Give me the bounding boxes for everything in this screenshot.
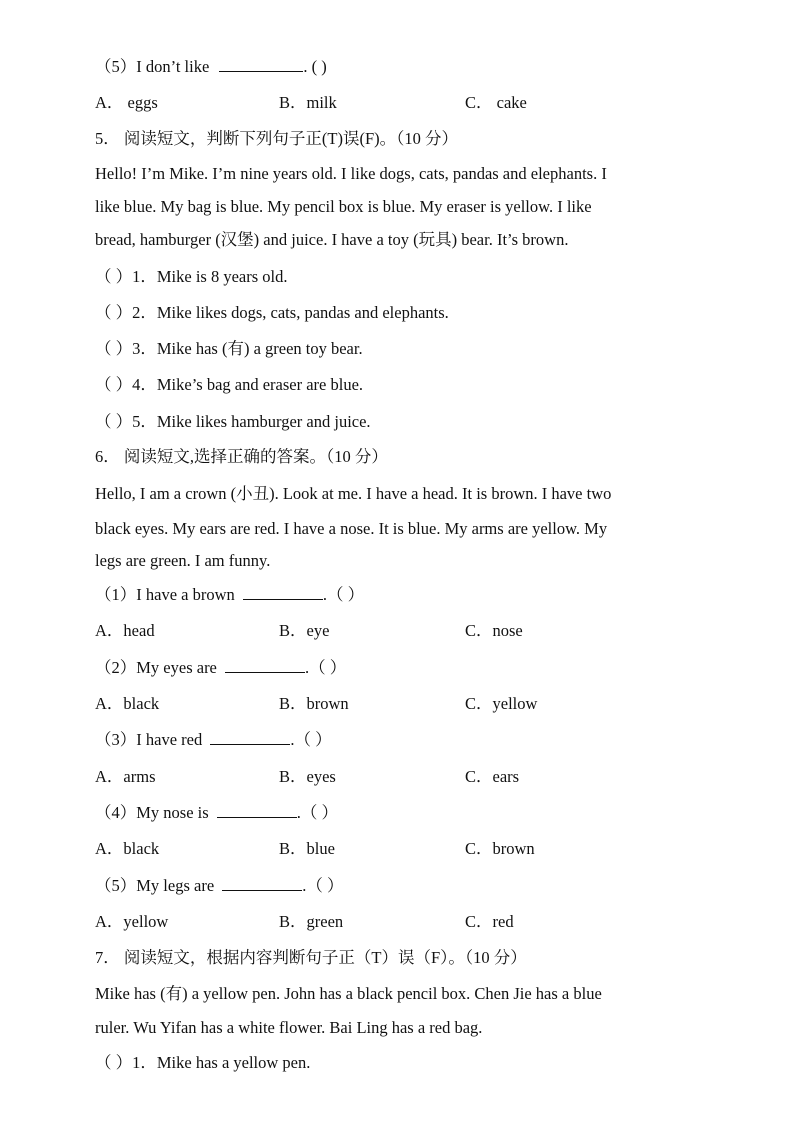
s5-item-1: （ ）1．Mike is 8 years old. [95,267,288,286]
s4-q5-option-c: C． cake [465,93,527,112]
s4-q5-option-b: B．milk [279,93,337,112]
answer-blank [219,57,303,72]
s5-item-3: （ ）3．Mike has (有) a green toy bear. [95,339,363,358]
s6-q2-option-b: B．brown [279,694,349,713]
s6-passage-line-3: legs are green. I am funny. [95,551,271,570]
s5-item-4: （ ）4．Mike’s bag and eraser are blue. [95,375,364,394]
s6-q1-option-a: A．head [95,621,155,640]
s7-passage-line-1: Mike has (有) a yellow pen. John has a black pencil box. Chen Jie has a blue [95,984,602,1003]
question-text: （4）My nose is [95,803,209,822]
question-text: （3）I have red [95,730,203,749]
s6-q1-option-c: C．nose [465,621,523,640]
s6-question-1 [95,585,364,605]
s6-q4-option-a: A．black [95,839,160,858]
s6-q5-option-a: A．yellow [95,912,169,931]
s6-q2-option-c: C．yellow [465,694,538,713]
question-text: （5）I don’t like [95,57,210,76]
s5-passage-line-1: Hello! I’m Mike. I’m nine years old. I like dogs, cats, pandas and elephants. I [95,164,607,183]
s6-question-4 [95,803,338,823]
s7-heading: 7． 阅读短文，根据内容判断句子正（T）误（F）。（10 分） [95,948,527,967]
s6-heading: 6． 阅读短文,选择正确的答案。（10 分） [95,447,388,466]
s5-item-2: （ ）2．Mike likes dogs, cats, pandas and elephants. [95,303,449,322]
s6-q1-option-b: B．eye [279,621,330,640]
s6-q4-option-c: C．brown [465,839,535,858]
s6-q3-option-c: C．ears [465,767,520,786]
s6-q5-option-c: C．red [465,912,514,931]
answer-blank [225,658,305,673]
s6-q4-option-b: B．blue [279,839,335,858]
s6-q3-option-b: B．eyes [279,767,336,786]
s6-passage-line-2: black eyes. My ears are red. I have a nose. It is blue. My arms are yellow. My [95,519,608,538]
s7-item-1: （ ）1．Mike has a yellow pen. [95,1053,311,1072]
question-text: （5）My legs are [95,876,215,895]
answer-bracket: .（ ） [296,803,339,822]
s6-q5-option-b: B．green [279,912,344,931]
s6-passage-line-1: Hello, I am a crown (小丑). Look at me. I have a head. It is brown. I have two [95,484,612,503]
answer-blank [243,585,323,600]
s6-question-2 [95,658,346,678]
s4-question-5 [95,57,327,77]
answer-bracket: .（ ） [302,876,344,895]
s4-q5-option-a: A． eggs [95,93,158,112]
answer-bracket: .（ ） [290,730,332,749]
s5-item-5: （ ）5．Mike likes hamburger and juice. [95,412,371,431]
s5-passage-line-3: bread, hamburger (汉堡) and juice. I have a toy (玩具) bear. It’s brown. [95,230,569,249]
question-text: （1）I have a brown [95,585,235,604]
answer-bracket: .（ ） [322,585,365,604]
s6-question-5 [95,876,344,896]
s5-heading: 5． 阅读短文，判断下列句子正(T)误(F)。（10 分） [95,129,458,148]
answer-bracket: . ( ) [303,57,327,76]
answer-bracket: .（ ） [305,658,347,677]
s5-passage-line-2: like blue. My bag is blue. My pencil box is blue. My eraser is yellow. I like [95,197,592,216]
answer-blank [217,803,297,818]
answer-blank [210,730,290,745]
answer-blank [222,876,302,891]
question-text: （2）My eyes are [95,658,217,677]
s6-q3-option-a: A．arms [95,767,156,786]
s6-q2-option-a: A．black [95,694,160,713]
s7-passage-line-2: ruler. Wu Yifan has a white flower. Bai Ling has a red bag. [95,1018,483,1037]
s6-question-3 [95,730,332,750]
